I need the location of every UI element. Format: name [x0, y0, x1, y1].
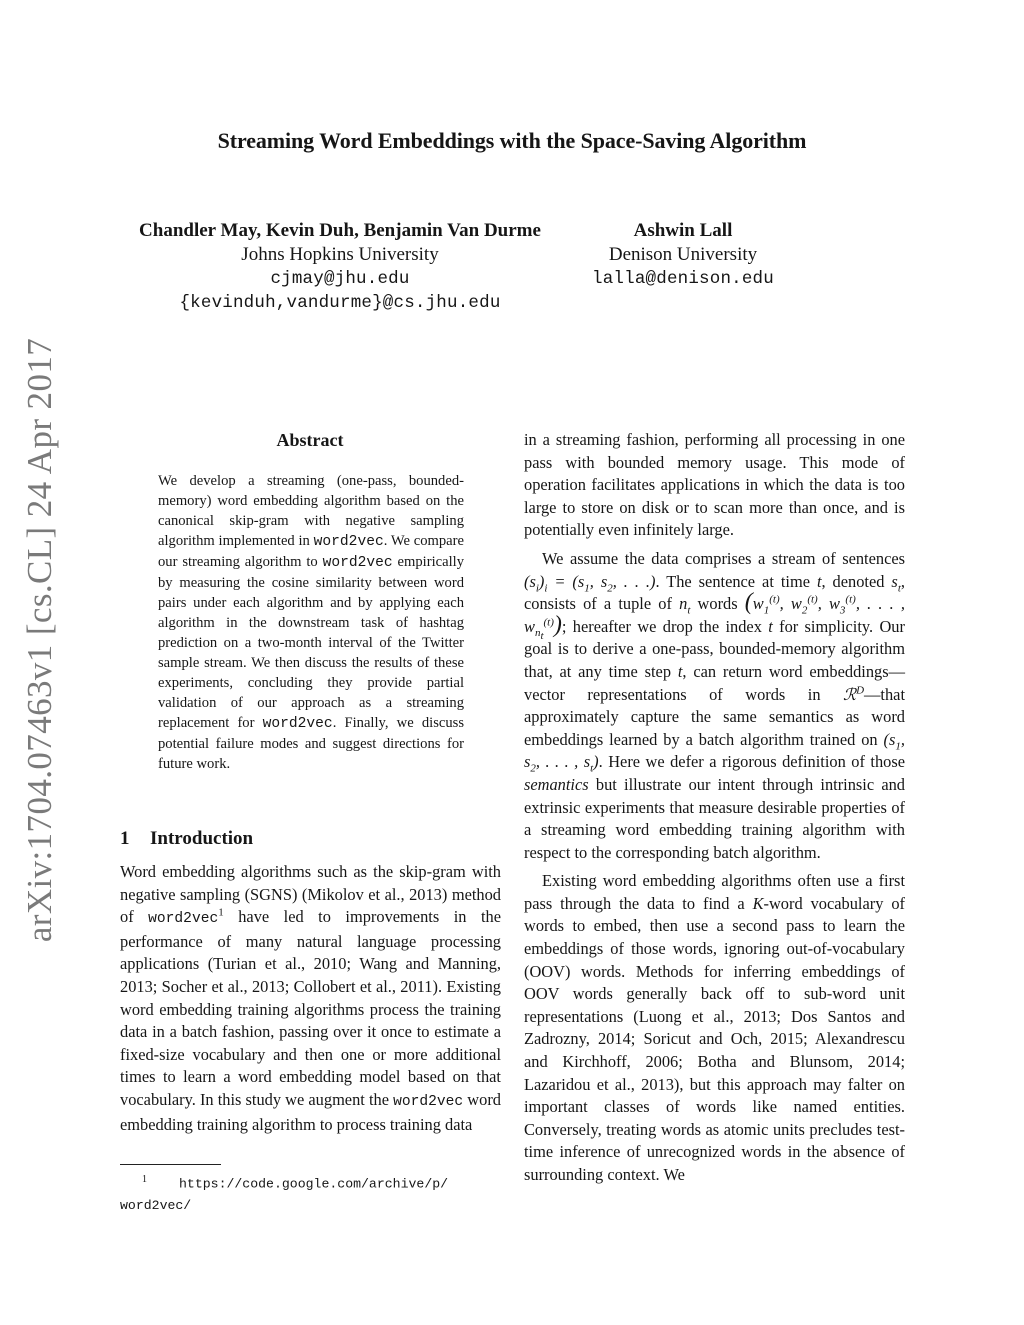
body-text: ; hereafter we drop the index [561, 616, 762, 636]
arxiv-stamp-text: arXiv:1704.07463v1 [cs.CL] 24 Apr 2017 [20, 337, 59, 943]
affiliation-right: Denison University [608, 244, 758, 265]
abstract-text: . We compare our streaming algorithm to [158, 533, 464, 570]
footnote-url-line2[interactable]: word2vec/ [120, 1197, 192, 1213]
author-names-left: Chandler May, Kevin Duh, Benjamin Van Durme [139, 220, 541, 241]
code-word2vec: word2vec [148, 911, 219, 928]
section-number: 1 [120, 828, 130, 849]
code-word2vec: word2vec [262, 716, 333, 732]
abstract-body [158, 471, 464, 774]
body-text: Existing word embedding algorithms often use a first pass through the data to find a [524, 871, 905, 913]
section-title: Introduction [150, 828, 254, 849]
abstract-heading: Abstract [276, 430, 344, 450]
math-rd: ℛ$^D$ [843, 684, 865, 704]
email-right: lalla@denison.edu [592, 269, 774, 289]
code-word2vec: word2vec [393, 1093, 464, 1110]
math-nt: $n_t$ [679, 594, 691, 617]
intro-paragraph-2 [524, 548, 905, 864]
intro-paragraph-continued: in a streaming fashion, performing all processing in one pass with bounded memory usage. This mode of operation facilitates applications in which the data is too large to store on disk or to scan more than once, and is potentially even infinitely large. [524, 430, 905, 540]
math-k: K [752, 893, 764, 913]
email-left-1: cjmay@jhu.edu [270, 269, 410, 289]
math-st: $s_t$ [891, 571, 901, 594]
intro-paragraph-3 [524, 870, 905, 1186]
code-word2vec: word2vec [313, 534, 384, 550]
paper-title: Streaming Word Embeddings with the Space-Saving Algorithm [217, 128, 807, 153]
math-t: t [768, 616, 773, 636]
body-text: words [697, 594, 738, 614]
affiliation-left: Johns Hopkins University [241, 244, 439, 265]
math-t: t [677, 661, 683, 681]
abstract-text: empirically by measuring the cosine similarity between word pairs under each algorithm and by applying each algorithm in the downstream task of hashtag prediction on a two-month interval of the Twitter sample stream. We then discuss the results of these experiments, concluding they provide partial validation of our approach as a streaming replacement for [158, 554, 464, 731]
intro-right-column [524, 429, 905, 1187]
author-block-right [570, 219, 796, 291]
abstract-text: We develop a streaming (one-pass, bounded-memory) word embedding algorithm based on the canonical skip-gram with negative sampling algorithm implemented in [158, 473, 464, 549]
body-text: word embedding training algorithm to process training data [120, 1089, 501, 1134]
body-text: , consists of a tuple of [524, 571, 905, 614]
body-text: but illustrate our intent through intrinsic and extrinsic experiments that measure desirable properties of a streaming word embedding training algorithm with respect to the corresponding batch algorithm. [524, 774, 905, 862]
body-text: We assume the data comprises a stream of sentences [542, 548, 905, 568]
body-text: Word embedding algorithms such as the skip-gram with negative sampling (SGNS) (Mikolov et al., 2013) method of [120, 862, 501, 927]
math-prefix: ($s_1$, $s_2$, . . . , $s_t$) [524, 729, 905, 775]
footnote-url-line1[interactable]: https://code.google.com/archive/p/ [179, 1176, 449, 1192]
footnote [120, 1170, 501, 1216]
intro-left-column [120, 861, 501, 1136]
body-text: -word vocabulary of words to embed, then use a second pass to learn the embeddings of those words, ignoring out-of-vocabulary (OOV) words. Methods for inferring embeddings of OOV words generally back off to sub-word unit representations (Luong et al., 2013; Dos Santos and Zadrozny, 2014; Soricut and Och, 2015; Alexandrescu and Kirchhoff, 2006; Botha and Blunsom, 2014; Lazaridou et al., 2013), but this approach may falter on important classes of words like named entities. Conversely, treating words as atomic units precludes test-time inference of unrecognized words in the absence of surrounding context. We [524, 893, 905, 1184]
body-text: , denoted [821, 571, 885, 591]
math-sentence-stream: $(s_i)_i = (s_1$, $s_2$, . . .) [524, 571, 656, 594]
intro-paragraph-1 [120, 861, 501, 1136]
footnote-number: 1 [142, 1174, 147, 1185]
author-block-left [120, 219, 560, 315]
code-word2vec: word2vec [322, 555, 393, 571]
body-text: , can return word embeddings—vector representations of words in [524, 661, 905, 704]
body-text: . The sentence at time [655, 571, 810, 591]
body-text: —that approximately capture the same semantics as word embeddings learned by a batch algorithm trained on [524, 684, 905, 749]
footnote-marker: 1 [218, 906, 224, 919]
body-text: for simplicity. Our goal is to derive a one-pass, bounded-memory algorithm that, at any time step [524, 616, 905, 681]
italic-semantics: semantics [524, 774, 589, 794]
body-text: . Here we defer a rigorous definition of those [598, 752, 905, 772]
footnote-rule [120, 1164, 221, 1165]
math-word-tuple: ($w_1^{(t)}$, $w_2^{(t)}$, $w_3^{(t)}$, . . . , $w_{n_t}^{(t)}$) [524, 589, 905, 643]
abstract-text: . Finally, we discuss potential failure modes and suggest directions for future work. [158, 715, 465, 772]
section-heading-introduction [120, 828, 253, 850]
author-names-right: Ashwin Lall [633, 220, 733, 241]
body-text: have led to improvements in the performance of many natural language processing applications (Turian et al., 2010; Wang and Manning, 2013; Socher et al., 2013; Collobert et al., 2011). Existing word embedding training algorithms process the training data in a batch fashion, passing over it once to estimate a fixed-size vocabulary and then one or more additional times to learn a word embedding model based on that vocabulary. In this study we augment the [120, 907, 501, 1109]
math-t: t [816, 571, 822, 591]
email-left-2: {kevinduh,vandurme}@cs.jhu.edu [179, 293, 501, 313]
